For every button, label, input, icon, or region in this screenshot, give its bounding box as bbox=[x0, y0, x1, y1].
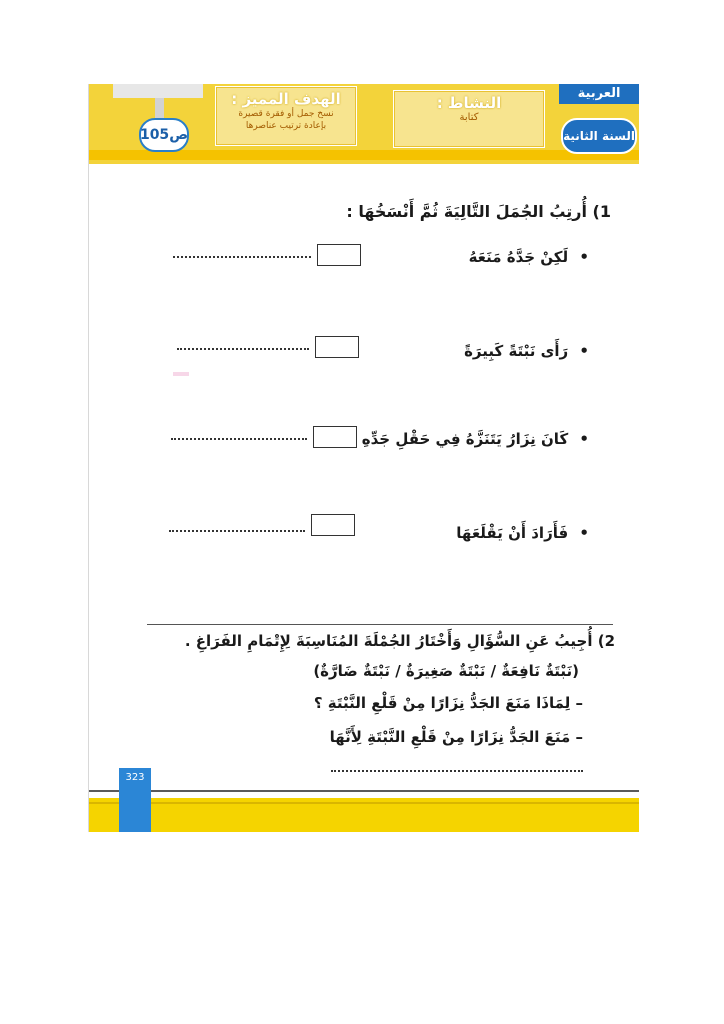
goal-title: الهدف المميز : bbox=[231, 90, 341, 108]
page-reference-badge: ص105 bbox=[139, 118, 189, 152]
goal-box bbox=[215, 86, 357, 146]
question-2-prompt: – لِمَاذَا مَنَعَ الجَدُّ نِزَارًا مِنْ قَلْعِ النَّبْتَةِ ؟ bbox=[313, 694, 583, 712]
goal-text-1: نسخ جمل أو فقرة قصيرة bbox=[238, 109, 334, 119]
sentence-4-text: فَأَرَادَ أَنْ يَقْلَعَهَا bbox=[456, 524, 569, 542]
sentence-4 bbox=[456, 524, 589, 542]
order-box-3[interactable] bbox=[313, 426, 357, 448]
activity-box bbox=[393, 90, 545, 148]
order-box-4[interactable] bbox=[311, 514, 355, 536]
activity-text: كتابة bbox=[459, 112, 479, 123]
footer-rule bbox=[89, 790, 639, 792]
page-number: 323 bbox=[119, 768, 151, 832]
order-box-2[interactable] bbox=[315, 336, 359, 358]
sentence-2 bbox=[464, 342, 589, 360]
bullet-icon: • bbox=[579, 342, 589, 360]
activity-title: النشاط : bbox=[436, 94, 502, 112]
stray-mark bbox=[173, 372, 189, 376]
sentence-1-text: لَكِنْ جَدَّهُ مَنَعَهُ bbox=[468, 248, 569, 266]
sentence-1 bbox=[469, 248, 589, 266]
bullet-icon: • bbox=[579, 248, 589, 266]
worksheet-page bbox=[88, 84, 639, 832]
section-divider bbox=[147, 624, 613, 625]
goal-text-2: بإعادة ترتيب عناصرها bbox=[245, 121, 327, 131]
bullet-icon: • bbox=[579, 524, 589, 542]
sentence-3-text: كَانَ نِزَارُ يَتَنَزَّهُ فِي حَقْلِ جَدِّهِ bbox=[361, 430, 569, 448]
answer-options: (نَبْتَةٌ نَافِعَةٌ / نَبْتَةٌ صَغِيرَةٌ / نَبْتَةٌ ضَارَّةٌ) bbox=[313, 662, 579, 680]
copy-line-4[interactable] bbox=[169, 530, 305, 532]
bullet-icon: • bbox=[579, 430, 589, 448]
copy-line-1[interactable] bbox=[173, 256, 311, 258]
question-1-title: 1) أُرتِبُ الجُمَلَ التَّالِيَةَ ثُمَّ أَنْسَخُهَا : bbox=[346, 202, 611, 221]
sentence-3 bbox=[362, 430, 589, 448]
question-2-title: 2) أُجِيبُ عَنِ السُّؤَالِ وَأَخْتَارُ الجُمْلَةَ المُنَاسِبَةَ لِإِتْمَامِ الفَرَاغِ . bbox=[184, 632, 615, 650]
year-badge: السنة الثانية bbox=[561, 118, 637, 154]
sentence-2-text: رَأَى نَبْتَةً كَبِيرَةً bbox=[464, 342, 569, 360]
answer-blank[interactable] bbox=[331, 770, 583, 772]
subject-label: العربية bbox=[559, 84, 639, 104]
order-box-1[interactable] bbox=[317, 244, 361, 266]
question-2-answer-stem: – مَنَعَ الجَدُّ نِزَارًا مِنْ قَلْعِ النَّبْتَةِ لِأَنَّهَا bbox=[329, 728, 583, 746]
copy-line-3[interactable] bbox=[171, 438, 307, 440]
footer-stripe bbox=[89, 802, 639, 804]
binder-clip bbox=[113, 84, 203, 98]
copy-line-2[interactable] bbox=[177, 348, 309, 350]
